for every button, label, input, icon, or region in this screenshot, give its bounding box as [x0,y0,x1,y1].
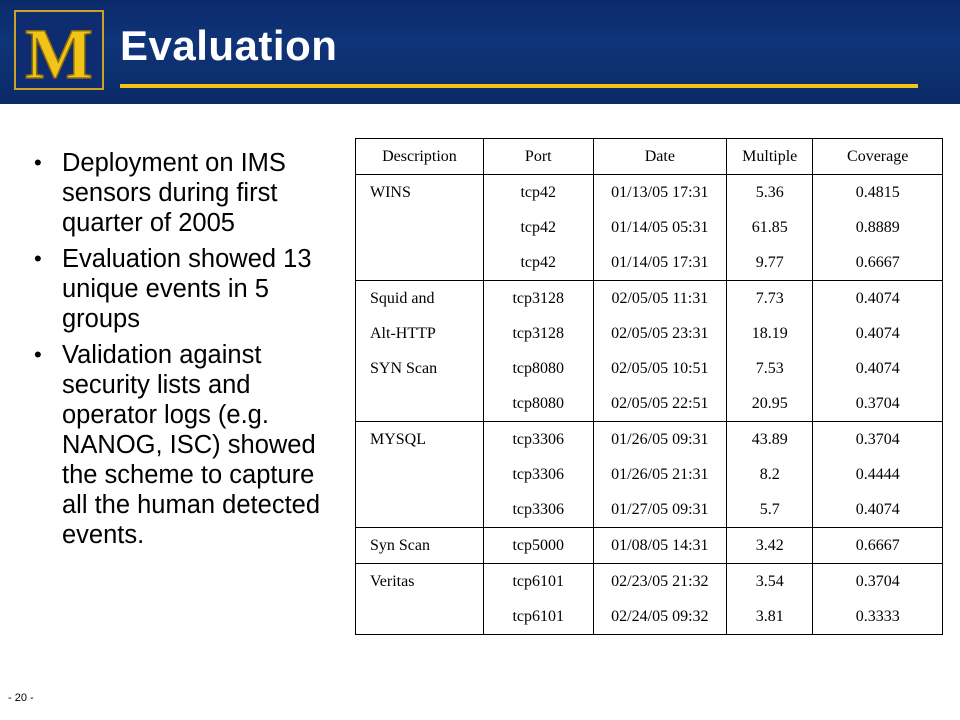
table-row [356,281,943,317]
block-m-logo-icon [16,12,102,88]
cell-date: 01/26/05 21:31 [593,457,726,492]
cell-coverage: 0.4444 [813,457,943,492]
bullet-text: Evaluation showed 13 unique events in 5 groups [62,245,312,333]
cell-coverage: 0.3704 [813,564,943,600]
cell-port: tcp3128 [483,281,593,317]
table-row [356,528,943,564]
cell-date: 02/24/05 09:32 [593,599,726,635]
table-row [356,564,943,600]
bullet-text: Deployment on IMS sensors during first quarter of 2005 [62,149,286,237]
cell-port: tcp42 [483,245,593,281]
header-description: Description [356,139,484,175]
cell-multiple: 5.7 [727,492,813,528]
cell-port: tcp6101 [483,599,593,635]
cell-coverage: 0.3333 [813,599,943,635]
header-multiple: Multiple [727,139,813,175]
cell-description: WINS [356,175,484,211]
bullet-item [34,244,344,334]
cell-port: tcp42 [483,175,593,211]
slide-title: Evaluation [120,22,338,69]
table-row [356,316,943,351]
cell-port: tcp8080 [483,386,593,422]
page-number: - 20 - [8,692,34,704]
table-body [356,175,943,635]
cell-date: 02/05/05 23:31 [593,316,726,351]
cell-description: MYSQL [356,422,484,458]
header-coverage: Coverage [813,139,943,175]
cell-port: tcp6101 [483,564,593,600]
title-underline [120,84,918,88]
table-row [356,492,943,528]
cell-date: 01/26/05 09:31 [593,422,726,458]
cell-coverage: 0.4074 [813,316,943,351]
cell-date: 01/27/05 09:31 [593,492,726,528]
bullet-item [34,148,344,238]
cell-date: 02/05/05 22:51 [593,386,726,422]
table-row [356,210,943,245]
table-row [356,386,943,422]
cell-description [356,386,484,422]
cell-date: 01/14/05 05:31 [593,210,726,245]
table-row [356,422,943,458]
cell-multiple: 18.19 [727,316,813,351]
cell-description: SYN Scan [356,351,484,386]
slide-header [0,0,960,104]
bullet-dot-icon: • [34,150,42,175]
cell-description [356,245,484,281]
cell-description: Syn Scan [356,528,484,564]
cell-coverage: 0.3704 [813,386,943,422]
bullet-item [34,340,344,550]
cell-coverage: 0.4074 [813,351,943,386]
table-row [356,457,943,492]
cell-multiple: 7.73 [727,281,813,317]
cell-multiple: 7.53 [727,351,813,386]
table-row [356,245,943,281]
cell-port: tcp42 [483,210,593,245]
cell-port: tcp8080 [483,351,593,386]
bullet-list [34,148,344,556]
cell-port: tcp5000 [483,528,593,564]
cell-description [356,492,484,528]
bullet-text: Validation against security lists and operator logs (e.g. NANOG, ISC) showed the scheme to capture all the human detected events. [62,341,321,549]
cell-port: tcp3306 [483,422,593,458]
cell-coverage: 0.4074 [813,281,943,317]
cell-date: 02/05/05 11:31 [593,281,726,317]
cell-date: 02/05/05 10:51 [593,351,726,386]
logo-letter: M [25,14,93,88]
cell-description [356,457,484,492]
cell-coverage: 0.4074 [813,492,943,528]
cell-date: 01/14/05 17:31 [593,245,726,281]
cell-multiple: 43.89 [727,422,813,458]
table-row [356,599,943,635]
cell-multiple: 3.54 [727,564,813,600]
cell-description: Squid and [356,281,484,317]
cell-port: tcp3306 [483,457,593,492]
header-date: Date [593,139,726,175]
cell-multiple: 9.77 [727,245,813,281]
cell-date: 02/23/05 21:32 [593,564,726,600]
cell-port: tcp3128 [483,316,593,351]
bullet-dot-icon: • [34,246,42,271]
cell-port: tcp3306 [483,492,593,528]
table-row [356,175,943,211]
cell-description: Veritas [356,564,484,600]
cell-description [356,599,484,635]
header-port: Port [483,139,593,175]
cell-multiple: 8.2 [727,457,813,492]
table-header-row [356,139,943,175]
cell-description: Alt-HTTP [356,316,484,351]
cell-date: 01/08/05 14:31 [593,528,726,564]
cell-multiple: 61.85 [727,210,813,245]
cell-multiple: 3.81 [727,599,813,635]
cell-description [356,210,484,245]
cell-coverage: 0.8889 [813,210,943,245]
cell-multiple: 3.42 [727,528,813,564]
cell-coverage: 0.4815 [813,175,943,211]
cell-coverage: 0.3704 [813,422,943,458]
cell-coverage: 0.6667 [813,528,943,564]
bullet-dot-icon: • [34,342,42,367]
cell-coverage: 0.6667 [813,245,943,281]
cell-date: 01/13/05 17:31 [593,175,726,211]
university-logo [14,10,104,90]
cell-multiple: 5.36 [727,175,813,211]
events-table [355,138,943,635]
table-row [356,351,943,386]
cell-multiple: 20.95 [727,386,813,422]
